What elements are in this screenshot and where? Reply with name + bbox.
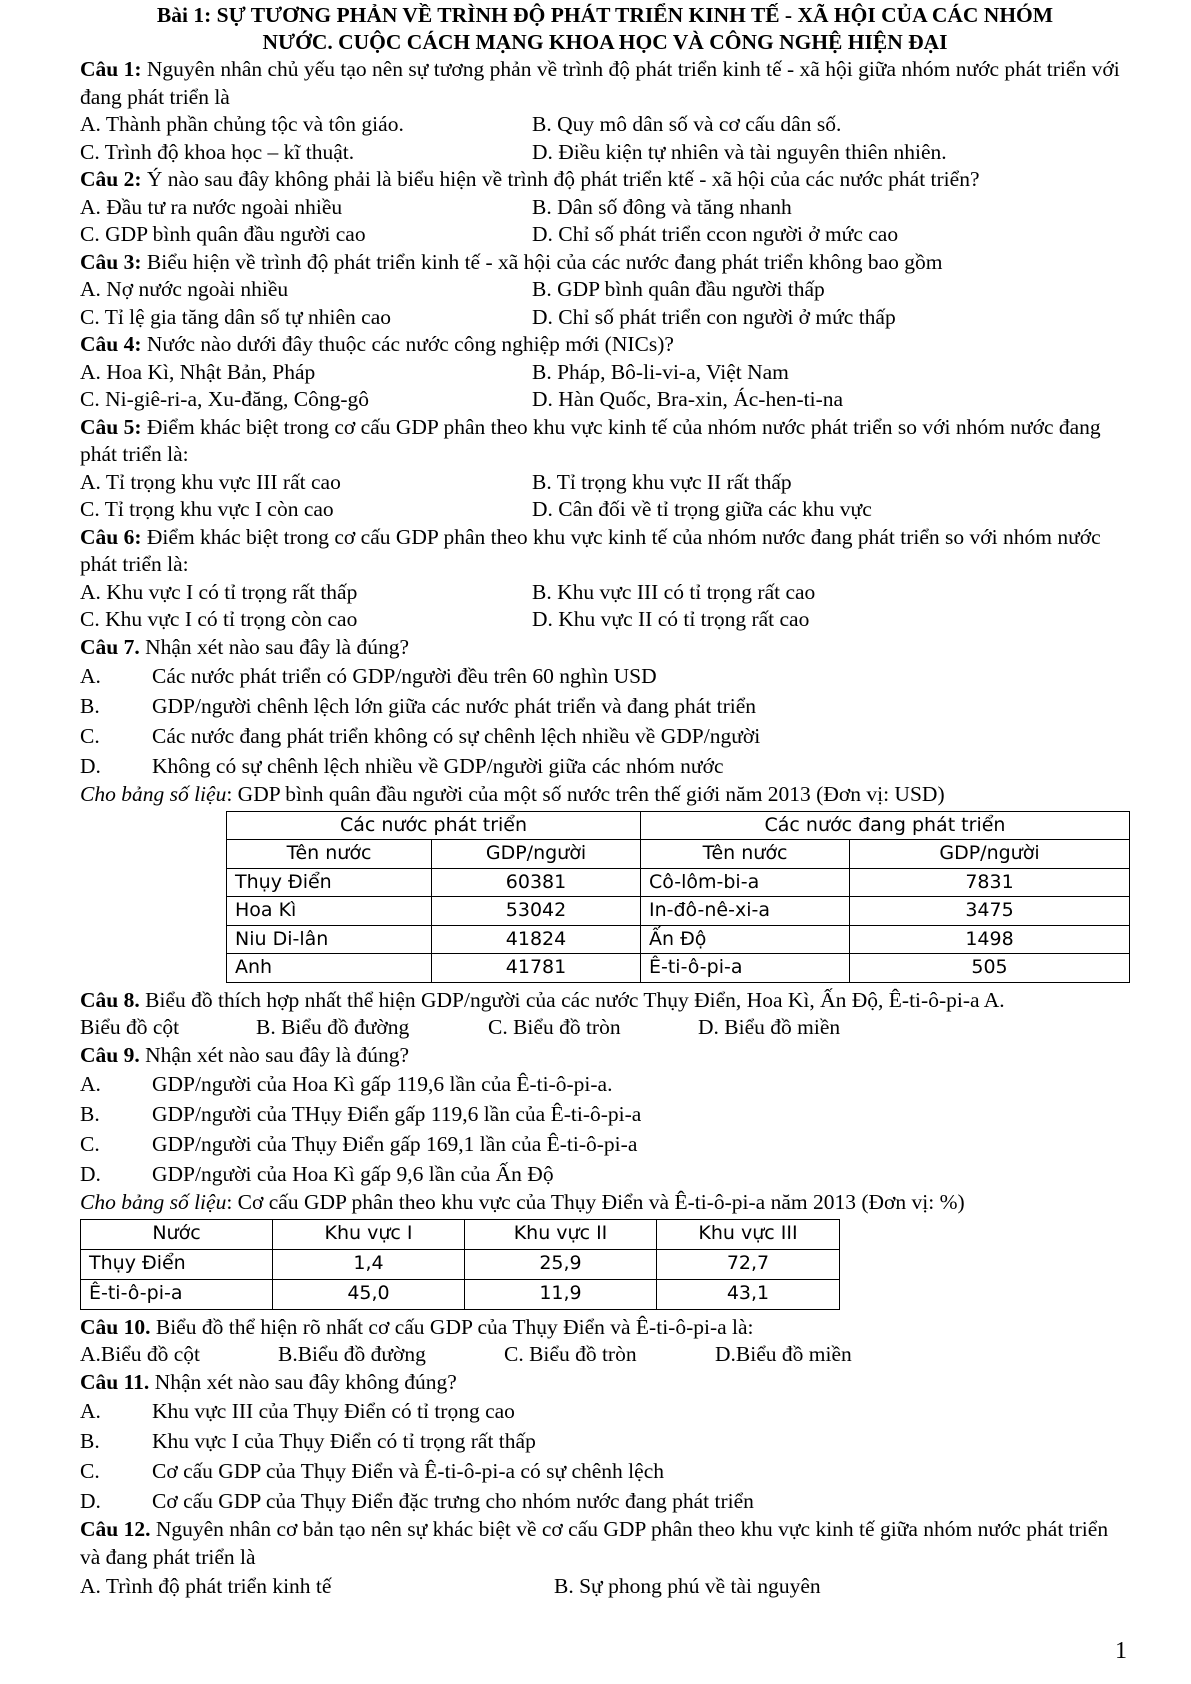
option-c: C. Trình độ khoa học – kĩ thuật. [80,139,355,164]
question-6 [80,524,1130,579]
option-d: D.Biểu đồ miền [715,1342,852,1366]
option-c: C. GDP bình quân đầu người cao [80,222,366,246]
options-row [80,139,1130,167]
question-text: Biểu đồ thể hiện rõ nhất cơ cấu GDP của Thụy Điển và Ê-ti-ô-pi-a là: [150,1314,754,1339]
question-number: Câu 11. [80,1369,150,1394]
option-a: A. Trình độ phát triển kinh tế [80,1574,332,1598]
question-9 [80,1042,1130,1070]
option-a: A. Hoa Kì, Nhật Bản, Pháp [80,359,316,384]
option-a: A. Tỉ trọng khu vực III rất cao [80,469,341,494]
country-name: Ê-ti-ô-pi-a [81,1279,273,1309]
option-text: Khu vực I của Thụy Điển có tỉ trọng rất thấp [152,1429,536,1453]
question-text: Ý nào sau đây không phải là biểu hiện về trình độ phát triển ktế - xã hội của các nước phát triển? [141,167,980,191]
option-c: C. Khu vực I có tỉ trọng còn cao [80,607,358,631]
option-b: B. Pháp, Bô-li-vi-a, Việt Nam [532,359,789,384]
sector-3-value: 72,7 [657,1249,840,1279]
question-number: Câu 10. [80,1314,151,1339]
title-line-1: Bài 1: SỰ TƯƠNG PHẢN VỀ TRÌNH ĐỘ PHÁT TRIỂN KINH TẾ - XÃ HỘI CỦA CÁC NHÓM [156,3,1054,27]
option-c: C. Ni-giê-ri-a, Xu-đăng, Công-gô [80,387,369,411]
caption-text: : Cơ cấu GDP phân theo khu vực của Thụy Điển và Ê-ti-ô-pi-a năm 2013 (Đơn vị: %) [226,1190,965,1214]
option-d: D. Cân đối về tỉ trọng giữa các khu vực [532,497,872,521]
gdp-value: 1498 [850,925,1130,954]
options-row [80,221,1130,249]
options-row [80,386,1130,414]
header-gdp: GDP/người [850,840,1130,869]
question-8 [80,987,1130,1015]
lesson-title [80,2,1130,56]
question-text: Điểm khác biệt trong cơ cấu GDP phân theo khu vực kinh tế của nhóm nước phát triển so với nhóm nước đang phát triển là: [80,414,1101,466]
option-c: C. Biểu đồ tròn [504,1342,637,1366]
question-number: Câu 6: [80,524,142,549]
question-number: Câu 5: [80,414,142,439]
gdp-per-capita-table [226,811,1130,983]
option-b [80,1426,1130,1456]
group-developed: Các nước phát triển [227,811,641,840]
question-text: Nước nào dưới đây thuộc các nước công nghiệp mới (NICs)? [141,332,674,356]
option-a: A. Thành phần chủng tộc và tôn giáo. [80,112,404,136]
option-letter: D. [80,1489,101,1513]
options-row [80,606,1130,634]
option-b: B. Sự phong phú về tài nguyên [554,1574,821,1598]
question-text: Biểu đồ thích hợp nhất thể hiện GDP/người của các nước Thụy Điển, Hoa Kì, Ấn Độ, Ê-ti-ô-pi-a A. [139,987,1005,1012]
header-sector-2: Khu vực II [465,1219,657,1249]
options-row [80,496,1130,524]
option-text: Các nước đang phát triển không có sự chênh lệch nhiều về GDP/người [152,724,761,748]
option-d: D. Chỉ số phát triển con người ở mức thấp [532,304,896,329]
option-text: Cơ cấu GDP của Thụy Điển và Ê-ti-ô-pi-a có sự chênh lệch [152,1459,664,1483]
options-row [80,1014,1130,1042]
table-row [227,954,1130,983]
group-developing: Các nước đang phát triển [641,811,1130,840]
option-a: Biểu đồ cột [80,1015,180,1039]
option-letter: D. [80,1162,101,1186]
caption-text: : GDP bình quân đầu người của một số nước trên thế giới năm 2013 (Đơn vị: USD) [226,782,945,806]
table-row [227,925,1130,954]
header-gdp: GDP/người [432,840,641,869]
question-text: Nhận xét nào sau đây không đúng? [149,1369,457,1394]
question-text: Nguyên nhân cơ bản tạo nên sự khác biệt về cơ cấu GDP phân theo khu vực kinh tế giữa nhóm nước phát triển và đang phát triển là [80,1517,1109,1569]
option-text: Khu vực III của Thụy Điển có tỉ trọng cao [152,1399,515,1423]
option-letter: B. [80,694,100,718]
option-b [80,1099,1130,1129]
table-2-caption [80,1189,1130,1217]
option-d: D. Điều kiện tự nhiên và tài nguyên thiên nhiên. [532,139,947,164]
option-a [80,1069,1130,1099]
gdp-value: 7831 [850,868,1130,897]
options-row [80,469,1130,497]
option-a: A. Nợ nước ngoài nhiều [80,277,289,301]
option-d: D. Khu vực II có tỉ trọng rất cao [532,607,810,631]
question-7 [80,634,1130,662]
gdp-value: 60381 [432,868,641,897]
sector-1-value: 1,4 [273,1249,465,1279]
question-3 [80,249,1130,277]
options-row [80,579,1130,607]
question-number: Câu 7. [80,634,140,659]
question-number: Câu 3: [80,249,142,274]
option-c [80,1129,1130,1159]
header-country: Nước [81,1219,273,1249]
option-d: D. Chỉ số phát triển ccon người ở mức cao [532,222,899,246]
table-row [81,1249,840,1279]
option-c: C. Tỉ trọng khu vực I còn cao [80,497,334,521]
sector-2-value: 11,9 [465,1279,657,1309]
option-text: GDP/người của THụy Điển gấp 119,6 lần của Ê-ti-ô-pi-a [152,1102,642,1126]
question-number: Câu 4: [80,332,142,356]
options-row [80,1341,1130,1369]
country-name: Ê-ti-ô-pi-a [641,954,850,983]
option-text: GDP/người chênh lệch lớn giữa các nước phát triển và đang phát triển [152,694,756,718]
page-number: 1 [1115,1638,1127,1664]
option-b: B. Biểu đồ đường [256,1015,410,1039]
options-row [80,111,1130,139]
gdp-value: 41824 [432,925,641,954]
option-b: B. Quy mô dân số và cơ cấu dân số. [532,112,842,136]
option-b: B. Khu vực III có tỉ trọng rất cao [532,579,816,604]
gdp-value: 3475 [850,897,1130,926]
question-number: Câu 2: [80,167,142,191]
option-c [80,721,1130,751]
question-4 [80,331,1130,359]
country-name: Thụy Điển [81,1249,273,1279]
option-d [80,1486,1130,1516]
options-row [80,194,1130,222]
gdp-value: 41781 [432,954,641,983]
question-number: Câu 8. [80,987,140,1012]
country-name: Thụy Điển [227,868,432,897]
options-row [80,1571,1130,1601]
question-text: Điểm khác biệt trong cơ cấu GDP phân theo khu vực kinh tế của nhóm nước đang phát triển so với nhóm nước phát triển là: [80,524,1101,576]
sector-2-value: 25,9 [465,1249,657,1279]
table-row [81,1279,840,1309]
option-b [80,691,1130,721]
option-letter: B. [80,1102,100,1126]
options-row [80,276,1130,304]
option-a [80,661,1130,691]
question-2 [80,166,1130,194]
caption-label: Cho bảng số liệu [80,1190,227,1214]
question-number: Câu 9. [80,1042,140,1067]
table-header [81,1219,840,1249]
sector-1-value: 45,0 [273,1279,465,1309]
question-12 [80,1516,1130,1571]
country-name: Niu Di-lân [227,925,432,954]
question-10 [80,1314,1130,1342]
option-d [80,751,1130,781]
header-sector-1: Khu vực I [273,1219,465,1249]
option-letter: A. [80,1072,101,1096]
question-11 [80,1369,1130,1397]
option-letter: C. [80,724,100,748]
country-name: Cô-lôm-bi-a [641,868,850,897]
country-name: Hoa Kì [227,897,432,926]
option-letter: A. [80,1399,101,1423]
option-d [80,1159,1130,1189]
table-row [227,868,1130,897]
option-text: Các nước phát triển có GDP/người đều trên 60 nghìn USD [152,664,657,688]
question-1 [80,56,1130,111]
option-letter: D. [80,754,101,778]
country-name: In-đô-nê-xi-a [641,897,850,926]
option-text: GDP/người của Hoa Kì gấp 9,6 lần của Ấn Độ [152,1162,554,1186]
question-text: Nhận xét nào sau đây là đúng? [139,1042,409,1067]
country-name: Anh [227,954,432,983]
option-text: GDP/người của Hoa Kì gấp 119,6 lần của Ê-ti-ô-pi-a. [152,1072,613,1096]
header-name: Tên nước [641,840,850,869]
question-number: Câu 1: [80,57,142,81]
table-group-header [227,811,1130,840]
option-letter: A. [80,664,101,688]
header-name: Tên nước [227,840,432,869]
option-a [80,1396,1130,1426]
option-a: A. Khu vực I có tỉ trọng rất thấp [80,579,358,604]
question-text: Biểu hiện về trình độ phát triển kinh tế - xã hội của các nước đang phát triển không bao gồm [141,249,943,274]
gdp-value: 53042 [432,897,641,926]
option-text: Không có sự chênh lệch nhiều về GDP/người giữa các nhóm nước [152,754,724,778]
sector-3-value: 43,1 [657,1279,840,1309]
title-line-2: NƯỚC. CUỘC CÁCH MẠNG KHOA HỌC VÀ CÔNG NGHỆ HIỆN ĐẠI [262,30,948,54]
question-number: Câu 12. [80,1517,151,1541]
caption-label: Cho bảng số liệu [80,782,227,806]
option-c: C. Biểu đồ tròn [488,1015,621,1039]
option-c [80,1456,1130,1486]
option-b: B. Tỉ trọng khu vực II rất thấp [532,469,792,494]
option-d: D. Hàn Quốc, Bra-xin, Ác-hen-ti-na [532,387,844,411]
question-5 [80,414,1130,469]
table-header [227,840,1130,869]
option-text: Cơ cấu GDP của Thụy Điển đặc trưng cho nhóm nước đang phát triển [152,1489,754,1513]
option-d: D. Biểu đồ miền [698,1015,841,1039]
option-b: B. Dân số đông và tăng nhanh [532,194,792,219]
option-a: A. Đầu tư ra nước ngoài nhiều [80,194,343,219]
header-sector-3: Khu vực III [657,1219,840,1249]
question-text: Nguyên nhân chủ yếu tạo nên sự tương phản về trình độ phát triển kinh tế - xã hội giữa nhóm nước phát triển với đang phát triển là [80,57,1120,109]
country-name: Ấn Độ [641,925,850,954]
option-c: C. Tỉ lệ gia tăng dân số tự nhiên cao [80,304,391,329]
question-text: Nhận xét nào sau đây là đúng? [139,634,409,659]
option-letter: B. [80,1429,100,1453]
gdp-value: 505 [850,954,1130,983]
option-letter: C. [80,1459,100,1483]
options-row [80,359,1130,387]
option-letter: C. [80,1132,100,1156]
document-page [80,0,1130,1601]
option-text: GDP/người của Thụy Điển gấp 169,1 lần của Ê-ti-ô-pi-a [152,1132,638,1156]
option-b: B. GDP bình quân đầu người thấp [532,277,825,301]
option-b: B.Biểu đồ đường [278,1342,426,1366]
gdp-structure-table [80,1219,840,1310]
options-row [80,304,1130,332]
table-row [227,897,1130,926]
option-a: A.Biểu đồ cột [80,1342,201,1366]
table-1-caption [80,781,1130,809]
